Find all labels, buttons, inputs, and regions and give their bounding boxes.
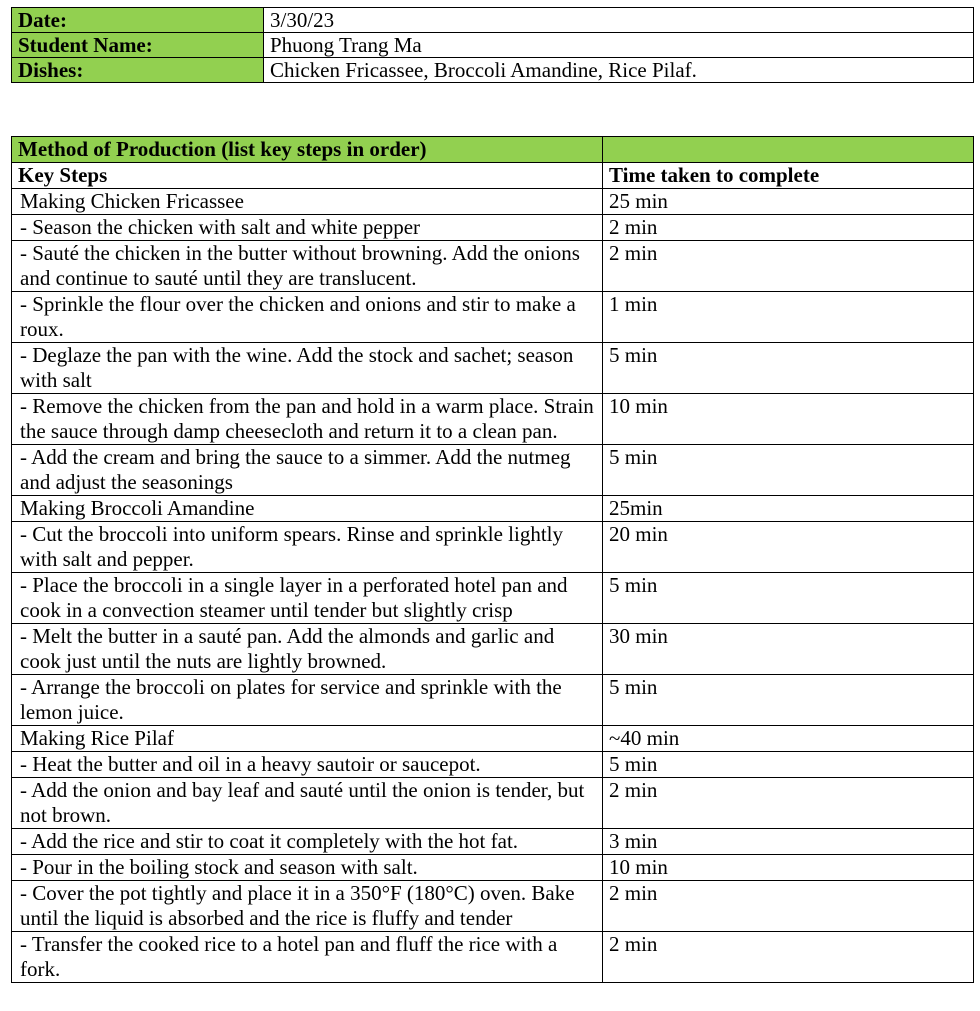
table-row bbox=[12, 855, 974, 881]
table-row bbox=[12, 932, 974, 983]
time-header: Time taken to complete bbox=[603, 163, 974, 189]
time-cell: 5 min bbox=[603, 752, 974, 778]
student-name-label: Student Name: bbox=[12, 33, 264, 58]
time-cell: 5 min bbox=[603, 675, 974, 726]
table-row bbox=[12, 292, 974, 343]
method-table bbox=[11, 136, 974, 983]
time-cell: 2 min bbox=[603, 778, 974, 829]
table-row bbox=[12, 829, 974, 855]
time-cell: 25 min bbox=[603, 189, 974, 215]
student-name-value: Phuong Trang Ma bbox=[264, 33, 974, 58]
step-cell: - Cover the pot tightly and place it in a 350°F (180°C) oven. Bake until the liquid is absorbed and the rice is fluffy and tender bbox=[12, 881, 603, 932]
time-cell: 5 min bbox=[603, 573, 974, 624]
dishes-value: Chicken Fricassee, Broccoli Amandine, Rice Pilaf. bbox=[264, 58, 974, 83]
time-cell: 5 min bbox=[603, 343, 974, 394]
time-cell: 2 min bbox=[603, 881, 974, 932]
table-row bbox=[12, 496, 974, 522]
time-cell: 1 min bbox=[603, 292, 974, 343]
table-row bbox=[12, 445, 974, 496]
time-cell: 30 min bbox=[603, 624, 974, 675]
table-row bbox=[12, 343, 974, 394]
student-row bbox=[12, 33, 974, 58]
table-row bbox=[12, 215, 974, 241]
time-cell: 5 min bbox=[603, 445, 974, 496]
step-cell: - Transfer the cooked rice to a hotel pan and fluff the rice with a fork. bbox=[12, 932, 603, 983]
table-row bbox=[12, 189, 974, 215]
step-cell: Making Broccoli Amandine bbox=[12, 496, 603, 522]
time-cell: 20 min bbox=[603, 522, 974, 573]
method-title-blank bbox=[603, 137, 974, 163]
step-cell: Making Chicken Fricassee bbox=[12, 189, 603, 215]
time-cell: 25min bbox=[603, 496, 974, 522]
time-cell: ~40 min bbox=[603, 726, 974, 752]
time-cell: 2 min bbox=[603, 215, 974, 241]
table-row bbox=[12, 675, 974, 726]
step-cell: - Pour in the boiling stock and season with salt. bbox=[12, 855, 603, 881]
date-label: Date: bbox=[12, 8, 264, 33]
table-row bbox=[12, 881, 974, 932]
time-cell: 2 min bbox=[603, 241, 974, 292]
step-cell: - Sauté the chicken in the butter without browning. Add the onions and continue to sauté until they are translucent. bbox=[12, 241, 603, 292]
step-cell: - Add the onion and bay leaf and sauté until the onion is tender, but not brown. bbox=[12, 778, 603, 829]
step-cell: Making Rice Pilaf bbox=[12, 726, 603, 752]
table-row bbox=[12, 624, 974, 675]
step-cell: - Place the broccoli in a single layer in a perforated hotel pan and cook in a convection steamer until tender but slightly crisp bbox=[12, 573, 603, 624]
info-table bbox=[11, 7, 974, 83]
step-cell: - Deglaze the pan with the wine. Add the stock and sachet; season with salt bbox=[12, 343, 603, 394]
table-row bbox=[12, 573, 974, 624]
dishes-row bbox=[12, 58, 974, 83]
time-cell: 3 min bbox=[603, 829, 974, 855]
step-cell: - Add the cream and bring the sauce to a simmer. Add the nutmeg and adjust the seasonings bbox=[12, 445, 603, 496]
method-title-row bbox=[12, 137, 974, 163]
table-row bbox=[12, 394, 974, 445]
step-cell: - Heat the butter and oil in a heavy sautoir or saucepot. bbox=[12, 752, 603, 778]
key-steps-header: Key Steps bbox=[12, 163, 603, 189]
step-cell: - Sprinkle the flour over the chicken and onions and stir to make a roux. bbox=[12, 292, 603, 343]
dishes-label: Dishes: bbox=[12, 58, 264, 83]
date-row bbox=[12, 8, 974, 33]
table-row bbox=[12, 726, 974, 752]
step-cell: - Remove the chicken from the pan and hold in a warm place. Strain the sauce through damp cheesecloth and return it to a clean pan. bbox=[12, 394, 603, 445]
time-cell: 10 min bbox=[603, 855, 974, 881]
step-cell: - Cut the broccoli into uniform spears. Rinse and sprinkle lightly with salt and pepper. bbox=[12, 522, 603, 573]
step-cell: - Arrange the broccoli on plates for service and sprinkle with the lemon juice. bbox=[12, 675, 603, 726]
table-row bbox=[12, 778, 974, 829]
step-cell: - Melt the butter in a sauté pan. Add the almonds and garlic and cook just until the nuts are lightly browned. bbox=[12, 624, 603, 675]
step-cell: - Season the chicken with salt and white pepper bbox=[12, 215, 603, 241]
time-cell: 2 min bbox=[603, 932, 974, 983]
method-header-row bbox=[12, 163, 974, 189]
method-title: Method of Production (list key steps in order) bbox=[12, 137, 603, 163]
table-row bbox=[12, 752, 974, 778]
date-value: 3/30/23 bbox=[264, 8, 974, 33]
step-cell: - Add the rice and stir to coat it completely with the hot fat. bbox=[12, 829, 603, 855]
time-cell: 10 min bbox=[603, 394, 974, 445]
table-row bbox=[12, 522, 974, 573]
table-row bbox=[12, 241, 974, 292]
